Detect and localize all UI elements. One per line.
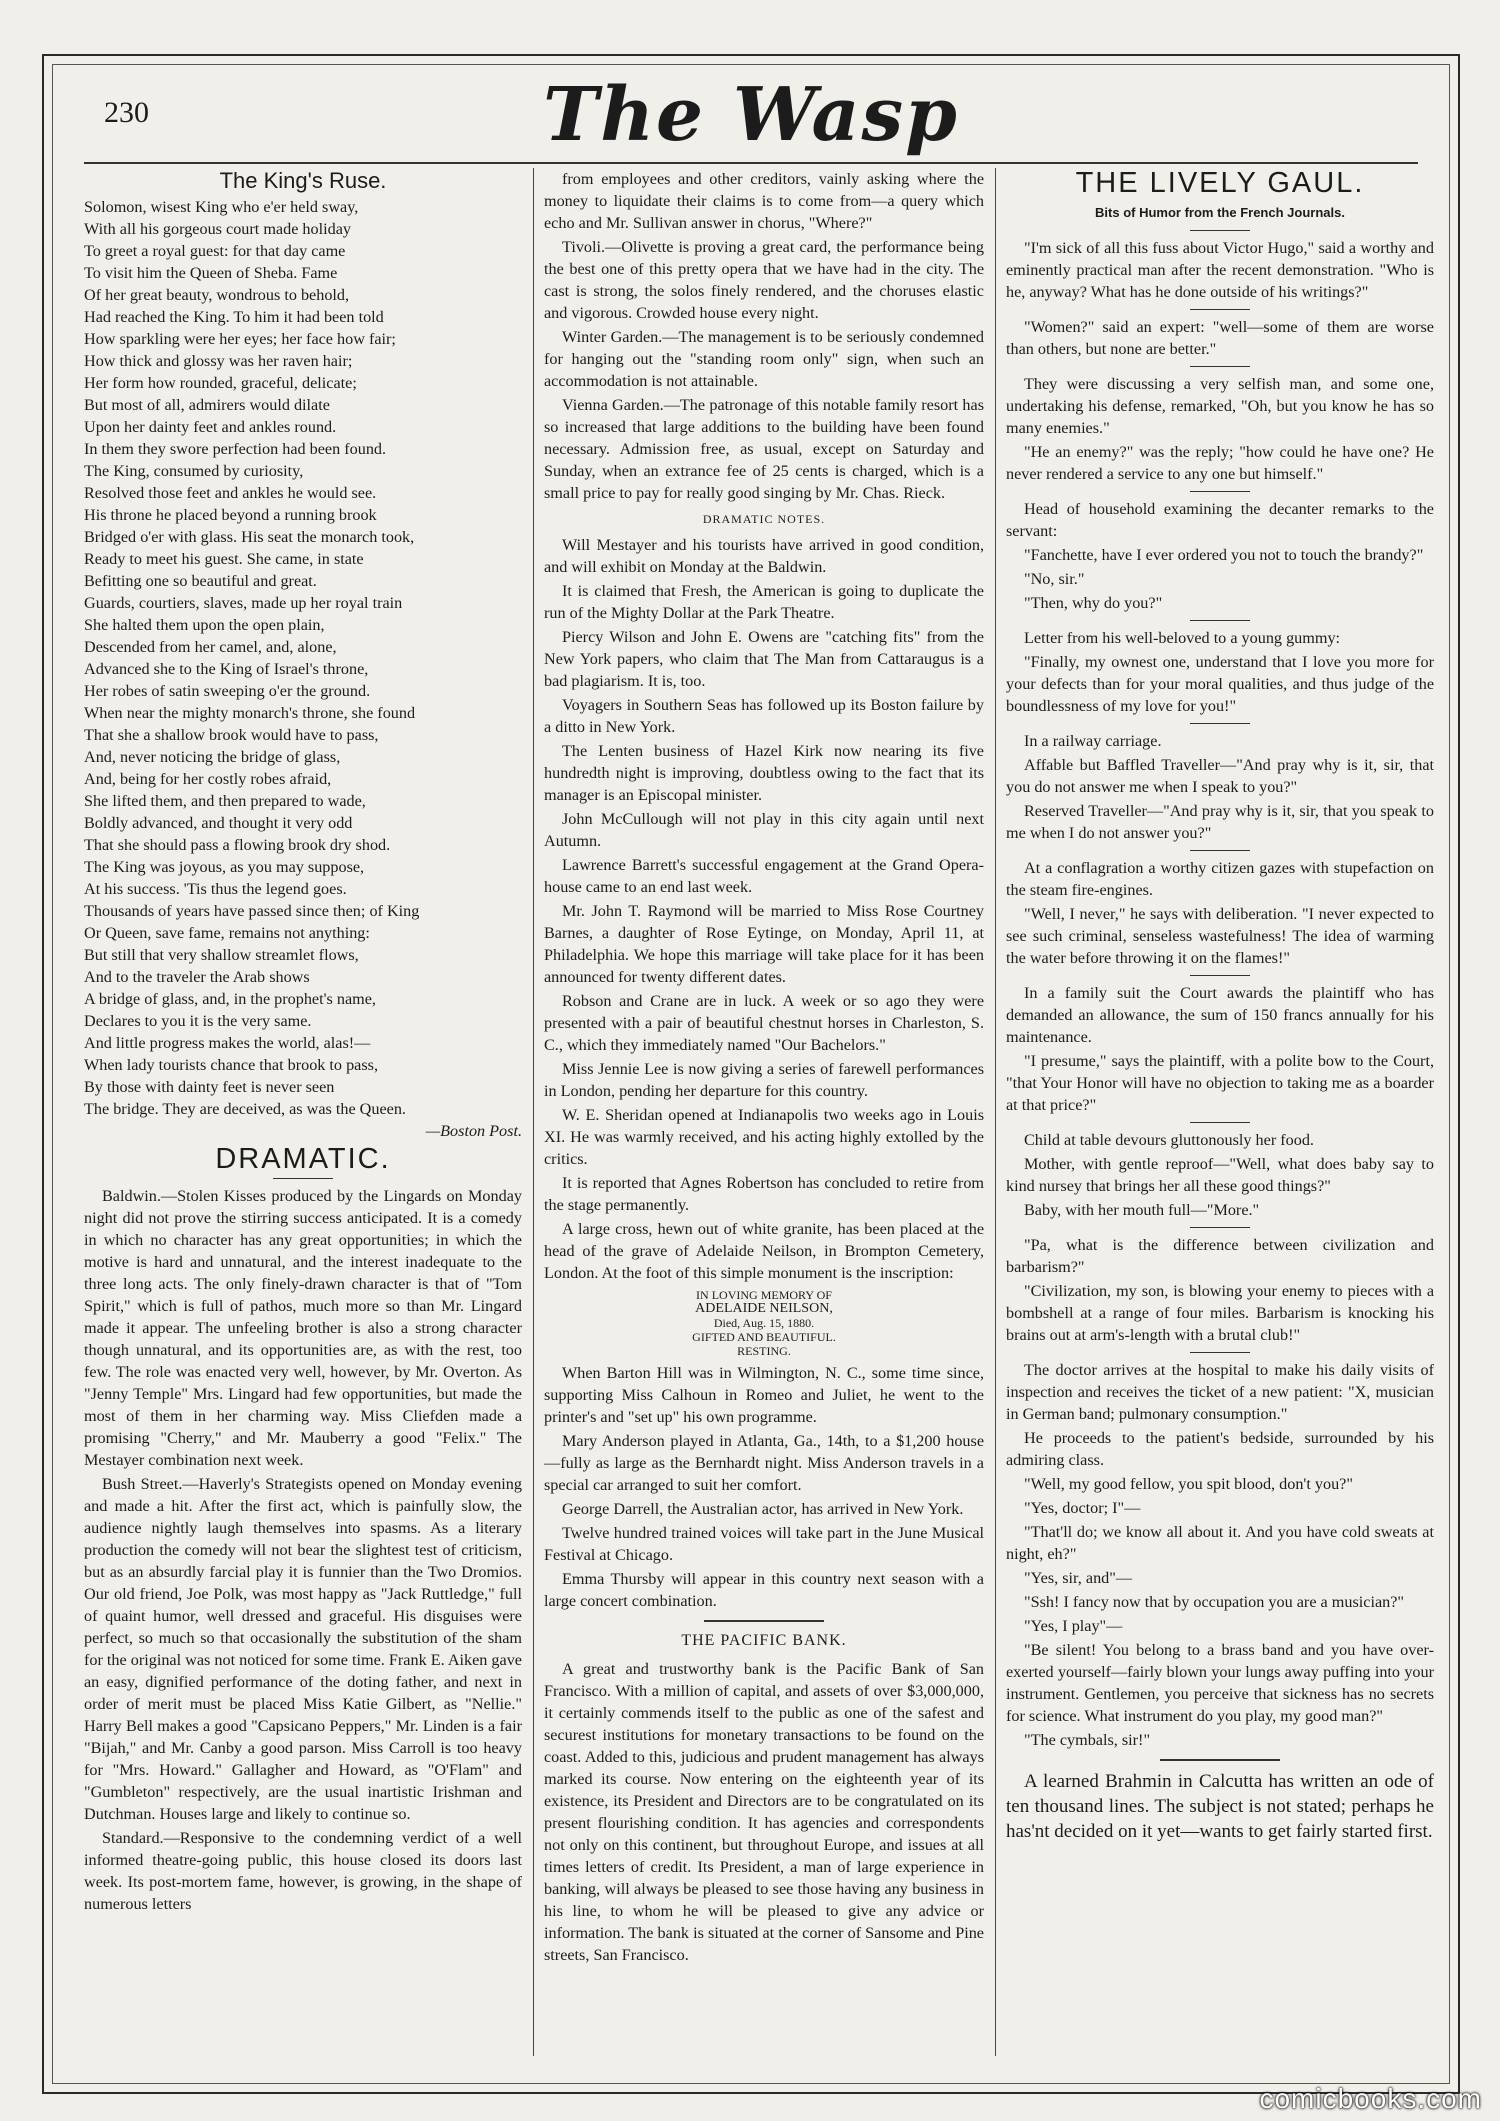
poem-line: To greet a royal guest: for that day came	[84, 242, 346, 260]
bank-article: A great and trustworthy bank is the Pacific Bank of San Francisco. With a million of capital, and assets of over $3,000,000, it certainly commends itself to the public as one of the safest and securest institutions for monetary transactions to be found on the coast. Added to this, judicious and prudent management has always marked its course. Now entering on the eighteenth year of its existence, its President and Directors are to be congratulated on its present flourishing condition. It has agencies and correspondents not only on this continent, but throughout Europe, and issues at all times letters of credit. Its President, a man of large experience in banking, will always be pleased to see those having any business in his line, to whom he will be pleased to give any advice or information. The bank is situated at the corner of Sansome and Pine streets, San Francisco.	[544, 1660, 984, 1964]
divider	[1190, 1122, 1250, 1123]
humor-paragraph: "No, sir."	[1024, 570, 1085, 588]
column-divider	[533, 168, 534, 2056]
humor-paragraph: Head of household examining the decanter remarks to the servant:	[1006, 500, 1434, 540]
poem-line: How thick and glossy was her raven hair;	[84, 352, 353, 370]
column-right	[1006, 168, 1434, 2056]
dramatic-title: DRAMATIC.	[215, 1143, 391, 1175]
brahmin-note: A learned Brahmin in Calcutta has written an ode of ten thousand lines. The subject is not stated; perhaps he has'nt decided on it yet—wants to get fairly started first.	[1006, 1771, 1434, 1842]
poem-line: But still that very shallow streamlet flows,	[84, 946, 359, 964]
humor-paragraph: "Civilization, my son, is blowing your enemy to pieces with a bombshell at a range of four miles. Barbarism is knocking his brains out at arm's-length with a brutal club!"	[1006, 1282, 1434, 1344]
humor-paragraph: Letter from his well-beloved to a young gummy:	[1024, 629, 1341, 647]
humor-paragraph: "Well, I never," he says with deliberation. "I never expected to see such criminal, senseless wastefulness! The idea of warming the water before throwing it on the flames!"	[1006, 905, 1434, 967]
inscription-line: ADELAIDE NEILSON,	[695, 1301, 833, 1316]
watermark-logo: comicbooks.com	[1259, 2083, 1482, 2114]
divider	[273, 1178, 333, 1179]
divider	[1160, 1759, 1280, 1761]
humor-paragraph: "Fanchette, have I ever ordered you not to touch the brandy?"	[1024, 546, 1424, 564]
note-paragraph: The Lenten business of Hazel Kirk now nearing its five hundredth night is improving, doubtless owing to the fact that its manager is an Episcopal minister.	[544, 742, 984, 804]
divider	[1190, 309, 1250, 310]
masthead: The Wasp	[543, 72, 959, 158]
poem-line: In them they swore perfection had been found.	[84, 440, 387, 458]
humor-paragraph: In a family suit the Court awards the plaintiff who has demanded an allowance, the sum of 150 francs annually for his maintenance.	[1006, 984, 1434, 1046]
poem-line: By those with dainty feet is never seen	[84, 1078, 335, 1096]
poem-line: The King was joyous, as you may suppose,	[84, 858, 365, 876]
dramatic-notes-heading: DRAMATIC NOTES.	[702, 512, 826, 526]
note-paragraph: It is reported that Agnes Robertson has concluded to retire from the stage permanently.	[544, 1174, 984, 1214]
humor-paragraph: He proceeds to the patient's bedside, surrounded by his admiring class.	[1006, 1429, 1434, 1469]
poem-line: Solomon, wisest King who e'er held sway,	[84, 198, 359, 216]
humor-paragraph: "He an enemy?" was the reply; "how could he have one? He never rendered a service to any one but himself."	[1006, 443, 1434, 483]
poem-line: When lady tourists chance that brook to pass,	[84, 1056, 378, 1074]
humor-paragraph: Affable but Baffled Traveller—"And pray why is it, sir, that you do not answer me when I speak to you?"	[1006, 756, 1434, 796]
divider	[704, 1620, 824, 1622]
poem-line: How sparkling were her eyes; her face how fair;	[84, 330, 396, 348]
divider	[1190, 723, 1250, 724]
poem-line: Advanced she to the King of Israel's throne,	[84, 660, 369, 678]
poem-line: At his success. 'Tis thus the legend goes.	[84, 880, 347, 898]
inscription-line: GIFTED AND BEAUTIFUL.	[692, 1330, 836, 1344]
poem-line: That she should pass a flowing brook dry shod.	[84, 836, 391, 854]
masthead-rule	[84, 162, 1418, 164]
inscription-line: IN LOVING MEMORY OF	[696, 1288, 832, 1302]
poem-line: Boldly advanced, and thought it very odd	[84, 814, 353, 832]
poem-line: Resolved those feet and ankles he would see.	[84, 484, 377, 502]
poem-line: And little progress makes the world, alas!—	[84, 1034, 371, 1052]
divider	[1190, 491, 1250, 492]
poem-line: Upon her dainty feet and ankles round.	[84, 418, 337, 436]
review-paragraph: Tivoli.—Olivette is proving a great card, the performance being the best one of this pretty opera that we have had in the city. The cast is strong, the solos finely rendered, and the choruses elastic and vigorous. Crowded house every night.	[544, 238, 984, 322]
note-paragraph: Robson and Crane are in luck. A week or so ago they were presented with a pair of beautiful chestnut horses in Charleston, S. C., which they immediately named "Our Bachelors."	[544, 992, 984, 1054]
poem-line: The King, consumed by curiosity,	[84, 462, 304, 480]
humor-paragraph: Mother, with gentle reproof—"Well, what does baby say to kind nursey that brings her all these good things?"	[1006, 1155, 1434, 1195]
note-paragraph: Miss Jennie Lee is now giving a series of farewell performances in London, pending her departure for this country.	[544, 1060, 984, 1100]
review-paragraph: Bush Street.—Haverly's Strategists opened on Monday evening and made a hit. After the first act, which is painfully slow, the audience nightly laugh themselves into spasms. As a literary production the comedy will not bear the slightest test of criticism, but as an absurdly farcial play it is funnier than the Two Dromios. Our old friend, Joe Polk, was most happy as "Jack Ruttledge," full of quaint humor, well dressed and graceful. His disguises were perfect, so much so that occasionally the substitution of the sham for the original was not noticed for some time. Frank E. Aiken gave an easy, dignified performance of the doting father, and next in order of merit must be placed Miss Katie Gilbert, as "Nellie." Harry Bell makes a good "Capsicano Peppers," Mr. Linden is a fair "Bijah," and Mr. Canby a good parson. Miss Carroll is too heavy for "Mrs. Howard." Gallagher and Howard, as "O'Flam" and "Gumbleton" respectively, are the usual inartistic Irishman and Dutchman. Houses large and likely to continue so.	[84, 1475, 522, 1823]
poem-credit: —Boston Post.	[425, 1122, 522, 1140]
divider	[1190, 1227, 1250, 1228]
note-paragraph: Lawrence Barrett's successful engagement at the Grand Opera-house came to an end last week.	[544, 856, 984, 896]
humor-paragraph: The doctor arrives at the hospital to make his daily visits of inspection and receives the ticket of a new patient: "X, musician in German band; pulmonary consumption."	[1006, 1361, 1434, 1423]
humor-paragraph: "Well, my good fellow, you spit blood, don't you?"	[1024, 1475, 1353, 1493]
poem-line: Thousands of years have passed since then; of King	[84, 902, 420, 920]
note-paragraph: Mary Anderson played in Atlanta, Ga., 14th, to a $1,200 house—fully as large as the Bernhardt night. Miss Anderson travels in a special car arranged to suit her comfort.	[544, 1432, 984, 1494]
poem-line: Descended from her camel, and, alone,	[84, 638, 337, 656]
humor-paragraph: "Be silent! You belong to a brass band and you have over-exerted yourself—fairly blown your lungs away puffing into your instrument. Gentlemen, you perceive that sickness has no secrets for science. What instrument do you play, my good man?"	[1006, 1641, 1434, 1725]
humor-paragraph: They were discussing a very selfish man, and some one, undertaking his defense, remarked, "Oh, but you know he has so many enemies."	[1006, 375, 1434, 437]
humor-paragraph: In a railway carriage.	[1024, 732, 1162, 750]
humor-paragraph: "Yes, doctor; I"—	[1024, 1499, 1141, 1517]
humor-paragraph: "I presume," says the plaintiff, with a polite bow to the Court, "that Your Honor will have no objection to taking me as a boarder at that price?"	[1006, 1052, 1434, 1114]
poem-line: A bridge of glass, and, in the prophet's name,	[84, 990, 376, 1008]
dramatic-notes-continued	[544, 1362, 984, 1612]
poem-line: To visit him the Queen of Sheba. Fame	[84, 264, 338, 282]
review-paragraph: from employees and other creditors, vainly asking where the money to liquidate their claims is to come from—a query which echo and Mr. Sullivan answer in chorus, "Where?"	[544, 170, 984, 232]
humor-paragraph: Baby, with her mouth full—"More."	[1024, 1201, 1260, 1219]
poem-line: Guards, courtiers, slaves, made up her royal train	[84, 594, 403, 612]
poem-line: Or Queen, save fame, remains not anything:	[84, 924, 370, 942]
humor-paragraph: "That'll do; we know all about it. And you have cold sweats at night, eh?"	[1006, 1523, 1434, 1563]
newspaper-page	[42, 54, 1460, 2094]
poem-line: And, being for her costly robes afraid,	[84, 770, 332, 788]
note-paragraph: George Darrell, the Australian actor, has arrived in New York.	[562, 1500, 964, 1518]
note-paragraph: Piercy Wilson and John E. Owens are "catching fits" from the New York papers, who claim that The Man from Cattaraugus is a bad plagiarism. It is, too.	[544, 628, 984, 690]
review-paragraph: Standard.—Responsive to the condemning verdict of a well informed theatre-going public, this house closed its doors last week. Its post-mortem fame, however, is growing, in the shape of numerous letters	[84, 1829, 522, 1913]
poem-line: Of her great beauty, wondrous to behold,	[84, 286, 350, 304]
humor-items	[1006, 237, 1434, 1751]
note-paragraph: When Barton Hill was in Wilmington, N. C., some time since, supporting Miss Calhoun in Romeo and Juliet, he went to the printer's and "set up" his own programme.	[544, 1364, 984, 1426]
poem-line: Befitting one so beautiful and great.	[84, 572, 317, 590]
note-paragraph: John McCullough will not play in this city again until next Autumn.	[544, 810, 984, 850]
divider	[1190, 975, 1250, 976]
poem-line: That she a shallow brook would have to pass,	[84, 726, 379, 744]
note-paragraph: Mr. John T. Raymond will be married to Miss Rose Courtney Barnes, a daughter of Rose Eytinge, on Monday, April 11, at Philadelphia. We hope this marriage will take place for it has been announced for twenty different dates.	[544, 902, 984, 986]
divider	[1190, 366, 1250, 367]
note-paragraph: Will Mestayer and his tourists have arrived in good condition, and will exhibit on Monday at the Baldwin.	[544, 536, 984, 576]
poem-line: Ready to meet his guest. She came, in state	[84, 550, 364, 568]
humor-paragraph: "The cymbals, sir!"	[1024, 1731, 1151, 1749]
poem-line: His throne he placed beyond a running brook	[84, 506, 377, 524]
note-paragraph: W. E. Sheridan opened at Indianapolis two weeks ago in Louis XI. He was warmly received, and his acting highly extolled by the critics.	[544, 1106, 984, 1168]
humor-paragraph: "I'm sick of all this fuss about Victor Hugo," said a worthy and eminently practical man after the recent demonstration. "Who is he, anyway? What has he done outside of his writings?"	[1006, 239, 1434, 301]
note-paragraph: Twelve hundred trained voices will take part in the June Musical Festival at Chicago.	[544, 1524, 984, 1564]
poem-line: The bridge. They are deceived, as was the Queen.	[84, 1100, 406, 1118]
poem-line: Bridged o'er with glass. His seat the monarch took,	[84, 528, 415, 546]
note-paragraph: Emma Thursby will appear in this country next season with a large concert combination.	[544, 1570, 984, 1610]
note-paragraph: It is claimed that Fresh, the American is going to duplicate the run of the Mighty Dollar at the Park Theatre.	[544, 582, 984, 622]
humor-paragraph: At a conflagration a worthy citizen gazes with stupefaction on the steam fire-engines.	[1006, 859, 1434, 899]
poem-line: And, never noticing the bridge of glass,	[84, 748, 341, 766]
poem-line: And to the traveler the Arab shows	[84, 968, 310, 986]
page-number: 230	[104, 96, 149, 129]
humor-paragraph: "Pa, what is the difference between civilization and barbarism?"	[1006, 1236, 1434, 1276]
divider	[1190, 850, 1250, 851]
humor-paragraph: "Finally, my ownest one, understand that I love you more for your defects than for your moral qualities, and thus judge of the boundlessness of my love for you!"	[1006, 653, 1434, 715]
column-left	[84, 168, 522, 2056]
dramatic-reviews	[84, 1185, 522, 1915]
poem-line: Her robes of satin sweeping o'er the ground.	[84, 682, 371, 700]
divider	[1190, 620, 1250, 621]
note-paragraph: Voyagers in Southern Seas has followed up its Boston failure by a ditto in New York.	[544, 696, 984, 736]
note-paragraph: A large cross, hewn out of white granite, has been placed at the head of the grave of Adelaide Neilson, in Brompton Cemetery, London. At the foot of this simple monument is the inscription:	[544, 1220, 984, 1282]
bank-heading: THE PACIFIC BANK.	[681, 1632, 847, 1649]
theatre-reviews	[544, 168, 984, 504]
poem	[84, 196, 522, 1120]
poem-line: She lifted them, and then prepared to wade,	[84, 792, 366, 810]
humor-paragraph: Reserved Traveller—"And pray why is it, sir, that you speak to me when I do not answer you?"	[1006, 802, 1434, 842]
inscription-line: Died, Aug. 15, 1880.	[713, 1316, 815, 1330]
poem-line: Declares to you it is the very same.	[84, 1012, 312, 1030]
poem-line: She halted them upon the open plain,	[84, 616, 325, 634]
humor-paragraph: "Yes, I play"—	[1024, 1617, 1123, 1635]
lively-gaul-subtitle: Bits of Humor from the French Journals.	[1095, 205, 1345, 220]
poem-title: The King's Ruse.	[219, 168, 387, 193]
lively-gaul-title: THE LIVELY GAUL.	[1075, 168, 1365, 199]
neilson-inscription	[544, 1288, 984, 1358]
humor-paragraph: "Ssh! I fancy now that by occupation you are a musician?"	[1024, 1593, 1405, 1611]
poem-line: Had reached the King. To him it had been told	[84, 308, 384, 326]
inscription-line: RESTING.	[737, 1344, 791, 1358]
poem-line: Her form how rounded, graceful, delicate;	[84, 374, 357, 392]
review-paragraph: Baldwin.—Stolen Kisses produced by the Lingards on Monday night did not prove the stirring success anticipated. It is a comedy in which no character has any great opportunities; in which the motive is hard and unnatural, and the interest inadequate to the three long acts. The only finely-drawn character is that of "Tom Spirit," which is full of pathos, much more so than Mr. Lingard made it appear. The unfeeling brother is also a strong character though unnatural, and its opportunities are, as with the rest, too few. The role was enacted very well, however, by Mr. Overton. As "Jenny Temple" Mrs. Lingard had few opportunities, but made the most of them in her charming way. Miss Cliefden made a promising "Cherry," and Mr. Mauberry a good "Felix." The Mestayer combination next week.	[84, 1187, 522, 1469]
humor-paragraph: "Women?" said an expert: "well—some of them are worse than others, but none are better."	[1006, 318, 1434, 358]
review-paragraph: Vienna Garden.—The patronage of this notable family resort has so increased that large additions to the building have been found necessary. Admission free, as usual, except on Saturday and Sunday, when an extrance fee of 25 cents is charged, which is a small price to pay for really good singing by Mr. Chas. Rieck.	[544, 396, 984, 502]
poem-line: With all his gorgeous court made holiday	[84, 220, 351, 238]
poem-line: When near the mighty monarch's throne, she found	[84, 704, 416, 722]
column-divider	[995, 168, 996, 2056]
divider	[1190, 230, 1250, 231]
column-middle	[544, 168, 984, 2056]
dramatic-notes	[544, 534, 984, 1284]
humor-paragraph: "Then, why do you?"	[1024, 594, 1163, 612]
poem-line: But most of all, admirers would dilate	[84, 396, 330, 414]
review-paragraph: Winter Garden.—The management is to be seriously condemned for hanging out the "standing room only" sign, when such an accommodation is not attainable.	[544, 328, 984, 390]
divider	[1190, 1352, 1250, 1353]
humor-paragraph: Child at table devours gluttonously her food.	[1024, 1131, 1314, 1149]
humor-paragraph: "Yes, sir, and"—	[1024, 1569, 1133, 1587]
